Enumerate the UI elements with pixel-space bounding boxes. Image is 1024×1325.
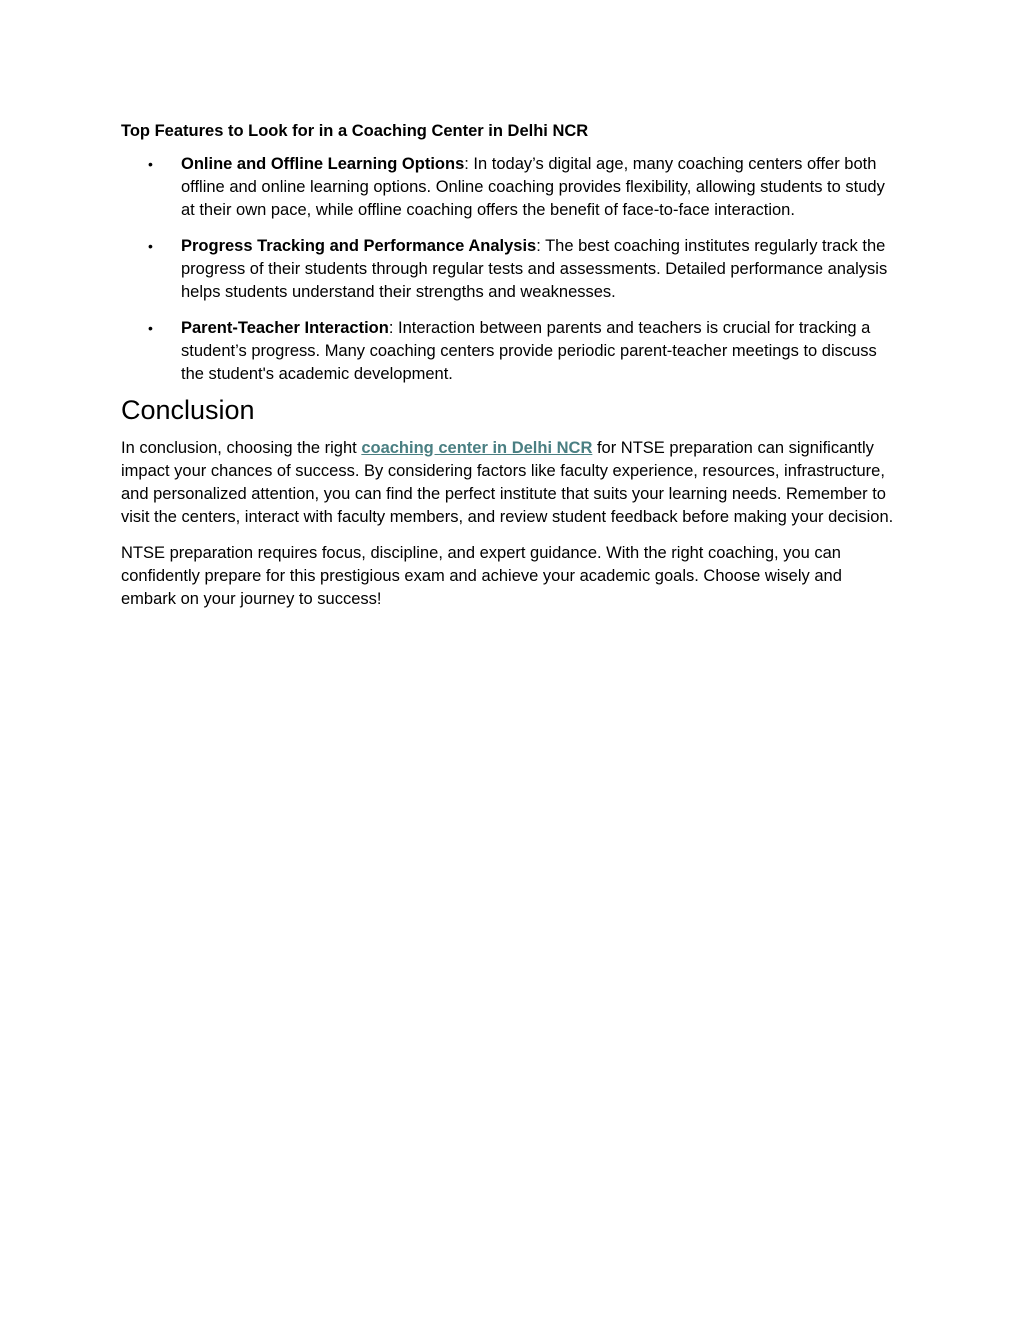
list-item — [121, 153, 896, 222]
list-item — [121, 235, 896, 304]
conclusion-text-before-link: In conclusion, choosing the right — [121, 439, 362, 457]
bullet-icon: • — [148, 320, 153, 336]
feature-text: : In today’s digital age, many coaching centers offer both offline and online learning options. Online coaching provides flexibility, allowing students to study at their own pace, while offline coaching offers the benefit of face-to-face interaction. — [181, 155, 885, 219]
document-page — [121, 118, 896, 624]
feature-term: Online and Offline Learning Options — [181, 155, 465, 173]
feature-term: Parent-Teacher Interaction — [181, 319, 389, 337]
list-item — [121, 317, 896, 386]
conclusion-paragraph — [121, 437, 896, 529]
feature-term: Progress Tracking and Performance Analysis — [181, 237, 537, 255]
section-heading: Top Features to Look for in a Coaching Center in Delhi NCR — [121, 122, 589, 140]
conclusion-heading: Conclusion — [121, 395, 255, 425]
bullet-icon: • — [148, 156, 153, 172]
features-list — [121, 153, 896, 386]
coaching-center-link[interactable]: coaching center in Delhi NCR — [361, 439, 593, 457]
feature-text: : Interaction between parents and teachers is crucial for tracking a student’s progress. Many coaching centers provide periodic parent-teacher meetings to discuss the student's academic development. — [181, 319, 877, 383]
conclusion-text-after-link: for NTSE preparation can significantly impact your chances of success. By considering factors like faculty experience, resources, infrastructure, and personalized attention, you can find the perfect institute that suits your learning needs. Remember to visit the centers, interact with faculty members, and review student feedback before making your decision. — [121, 439, 894, 526]
bullet-icon: • — [148, 238, 153, 254]
feature-text: : The best coaching institutes regularly track the progress of their students through regular tests and assessments. Detailed performance analysis helps students understand their strengths and weaknesses. — [181, 237, 888, 301]
closing-paragraph: NTSE preparation requires focus, discipline, and expert guidance. With the right coaching, you can confidently prepare for this prestigious exam and achieve your academic goals. Choose wisely and embark on your journey to success! — [121, 544, 842, 608]
